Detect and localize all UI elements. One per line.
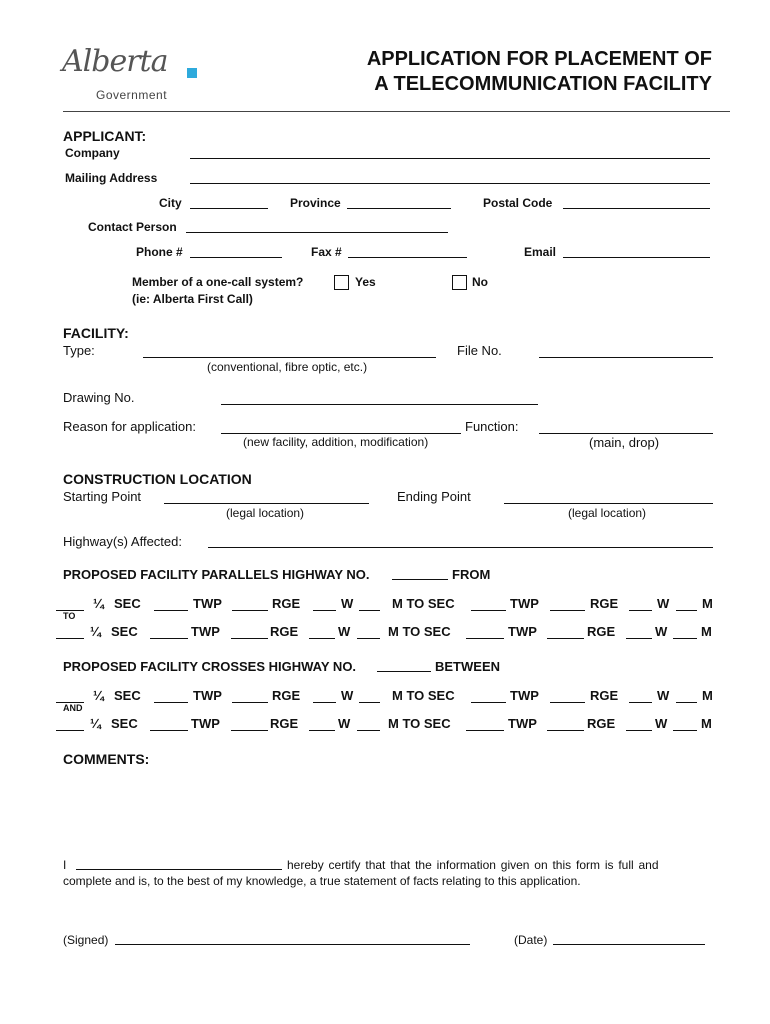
p2-sec: SEC (111, 624, 138, 639)
file-no-label: File No. (457, 343, 502, 358)
comments-area[interactable] (63, 770, 713, 850)
p2-twp2-field[interactable] (547, 638, 584, 639)
p1-twp: TWP (193, 596, 222, 611)
alberta-logo-subtitle: Government (96, 88, 168, 102)
contact-person-field[interactable] (186, 232, 448, 233)
c2-quarter-field[interactable] (56, 730, 84, 731)
c1-twp-field[interactable] (232, 702, 268, 703)
starting-legal-hint: (legal location) (226, 506, 305, 520)
p2-twp2: TWP (508, 624, 537, 639)
p1-w: W (341, 596, 354, 611)
p2-quarter-field[interactable] (56, 638, 84, 639)
crosses-highway-field[interactable] (377, 671, 431, 672)
c2-w2-field[interactable] (673, 730, 697, 731)
header-rule (63, 111, 730, 112)
c1-twp2: TWP (510, 688, 539, 703)
p1-w2-field[interactable] (676, 610, 697, 611)
c1-w: W (341, 688, 354, 703)
certify-text-line2: complete and is, to the best of my knowledge, a true statement of facts relating to this application. (63, 874, 581, 888)
p2-w: W (338, 624, 351, 639)
city-label: City (159, 196, 182, 210)
city-field[interactable] (190, 208, 268, 209)
applicant-heading: APPLICANT: (63, 128, 147, 144)
starting-point-field[interactable] (164, 503, 369, 504)
p1-rge-field[interactable] (313, 610, 336, 611)
certify-i: I (63, 858, 67, 872)
c1-rge2-field[interactable] (629, 702, 652, 703)
c2-rge-field[interactable] (309, 730, 335, 731)
type-hint: (conventional, fibre optic, etc.) (207, 360, 368, 374)
c1-twp: TWP (193, 688, 222, 703)
date-label: (Date) (514, 933, 548, 947)
c1-w2-field[interactable] (676, 702, 697, 703)
p1-m-to-sec: M TO SEC (392, 596, 455, 611)
file-no-field[interactable] (539, 357, 713, 358)
no-label: No (472, 275, 488, 289)
p2-w-field[interactable] (357, 638, 380, 639)
signature-field[interactable] (115, 944, 470, 945)
reason-label: Reason for application: (63, 419, 196, 434)
alberta-logo-square (187, 68, 197, 78)
p1-twp2: TWP (510, 596, 539, 611)
c2-m-to-sec: M TO SEC (388, 716, 451, 731)
c2-twp: TWP (191, 716, 220, 731)
c1-m: M (702, 688, 713, 703)
p2-twp-field[interactable] (231, 638, 268, 639)
p1-w2: W (657, 596, 670, 611)
p1-twp-field[interactable] (232, 610, 268, 611)
p2-sec-field[interactable] (150, 638, 188, 639)
postal-code-field[interactable] (563, 208, 710, 209)
c1-twp2-field[interactable] (550, 702, 585, 703)
crosses-and: AND (63, 703, 83, 713)
c1-rge2: RGE (590, 688, 619, 703)
c2-rge2-field[interactable] (626, 730, 652, 731)
parallels-heading: PROPOSED FACILITY PARALLELS HIGHWAY NO. (63, 567, 370, 582)
p2-rge2-field[interactable] (626, 638, 652, 639)
email-label: Email (524, 245, 557, 259)
c2-sec: SEC (111, 716, 138, 731)
function-label: Function: (465, 419, 519, 434)
province-label: Province (290, 196, 341, 210)
function-field[interactable] (539, 433, 713, 434)
phone-label: Phone # (136, 245, 183, 259)
c2-m: M (701, 716, 712, 731)
ending-legal-hint: (legal location) (568, 506, 647, 520)
c2-twp-field[interactable] (231, 730, 268, 731)
ending-point-label: Ending Point (397, 489, 471, 504)
drawing-no-field[interactable] (221, 404, 538, 405)
highways-label: Highway(s) Affected: (63, 534, 182, 549)
c1-w2: W (657, 688, 670, 703)
type-field[interactable] (143, 357, 436, 358)
phone-field[interactable] (190, 257, 282, 258)
p1-m: M (702, 596, 713, 611)
p2-to-sec-field[interactable] (466, 638, 504, 639)
c2-quarter: ¼ (90, 716, 101, 731)
c1-sec-field[interactable] (154, 702, 188, 703)
c2-rge: RGE (270, 716, 299, 731)
p1-rge: RGE (272, 596, 301, 611)
ending-point-field[interactable] (504, 503, 713, 504)
p1-w-field[interactable] (359, 610, 380, 611)
comments-heading: COMMENTS: (63, 751, 150, 767)
p2-w2-field[interactable] (673, 638, 697, 639)
one-call-example: (ie: Alberta First Call) (132, 292, 253, 306)
function-hint: (main, drop) (589, 435, 660, 450)
c2-to-sec-field[interactable] (466, 730, 504, 731)
c2-w2: W (655, 716, 668, 731)
form-title (367, 47, 712, 97)
p1-sec-field[interactable] (154, 610, 188, 611)
yes-checkbox[interactable] (334, 275, 349, 290)
c1-rge-field[interactable] (313, 702, 336, 703)
no-checkbox[interactable] (452, 275, 467, 290)
crosses-between: BETWEEN (435, 659, 500, 674)
p2-m: M (701, 624, 712, 639)
parallels-highway-field[interactable] (392, 579, 448, 580)
yes-label: Yes (355, 275, 376, 289)
c1-m-to-sec: M TO SEC (392, 688, 455, 703)
parallels-to: TO (63, 611, 76, 621)
province-field[interactable] (347, 208, 451, 209)
p1-sec: SEC (114, 596, 141, 611)
c2-twp2-field[interactable] (547, 730, 584, 731)
mailing-address-field[interactable] (190, 183, 710, 184)
certify-name-field[interactable] (76, 869, 282, 870)
reason-hint: (new facility, addition, modification) (243, 435, 429, 449)
contact-person-label: Contact Person (88, 220, 177, 234)
mailing-address-label: Mailing Address (65, 171, 158, 185)
company-field[interactable] (190, 158, 710, 159)
c2-w: W (338, 716, 351, 731)
p2-quarter: ¼ (90, 624, 101, 639)
p2-w2: W (655, 624, 668, 639)
c1-rge: RGE (272, 688, 301, 703)
c2-rge2: RGE (587, 716, 616, 731)
highways-field[interactable] (208, 547, 713, 548)
p1-to-sec-field[interactable] (471, 610, 506, 611)
email-field[interactable] (563, 257, 710, 258)
p1-rge2-field[interactable] (629, 610, 652, 611)
fax-label: Fax # (311, 245, 342, 259)
type-label: Type: (63, 343, 95, 358)
c1-to-sec-field[interactable] (471, 702, 506, 703)
p2-rge-field[interactable] (309, 638, 335, 639)
company-label: Company (65, 146, 120, 160)
p2-twp: TWP (191, 624, 220, 639)
c1-quarter: ¼ (93, 688, 104, 703)
p2-rge2: RGE (587, 624, 616, 639)
signed-label: (Signed) (63, 933, 109, 947)
reason-field[interactable] (221, 433, 461, 434)
starting-point-label: Starting Point (63, 489, 142, 504)
c1-sec: SEC (114, 688, 141, 703)
form-title-line1: APPLICATION FOR PLACEMENT OF (366, 48, 712, 70)
c2-sec-field[interactable] (150, 730, 188, 731)
certify-text-line1: hereby certify that that the information given on this form is full and (287, 858, 659, 872)
construction-heading: CONSTRUCTION LOCATION (63, 471, 252, 487)
drawing-no-label: Drawing No. (63, 390, 135, 405)
p2-m-to-sec: M TO SEC (388, 624, 451, 639)
fax-field[interactable] (348, 257, 467, 258)
postal-code-label: Postal Code (483, 196, 553, 210)
c2-twp2: TWP (508, 716, 537, 731)
alberta-logo: Alberta (62, 44, 168, 79)
parallels-from: FROM (452, 567, 491, 582)
one-call-question: Member of a one-call system? (132, 275, 304, 289)
c1-w-field[interactable] (359, 702, 380, 703)
date-field[interactable] (553, 944, 705, 945)
p1-rge2: RGE (590, 596, 619, 611)
form-title-line2: A TELECOMMUNICATION FACILITY (374, 73, 712, 95)
p1-quarter: ¼ (93, 596, 104, 611)
p2-rge: RGE (270, 624, 299, 639)
c2-w-field[interactable] (357, 730, 380, 731)
crosses-heading: PROPOSED FACILITY CROSSES HIGHWAY NO. (63, 659, 357, 674)
p1-twp2-field[interactable] (550, 610, 585, 611)
facility-heading: FACILITY: (63, 325, 129, 341)
